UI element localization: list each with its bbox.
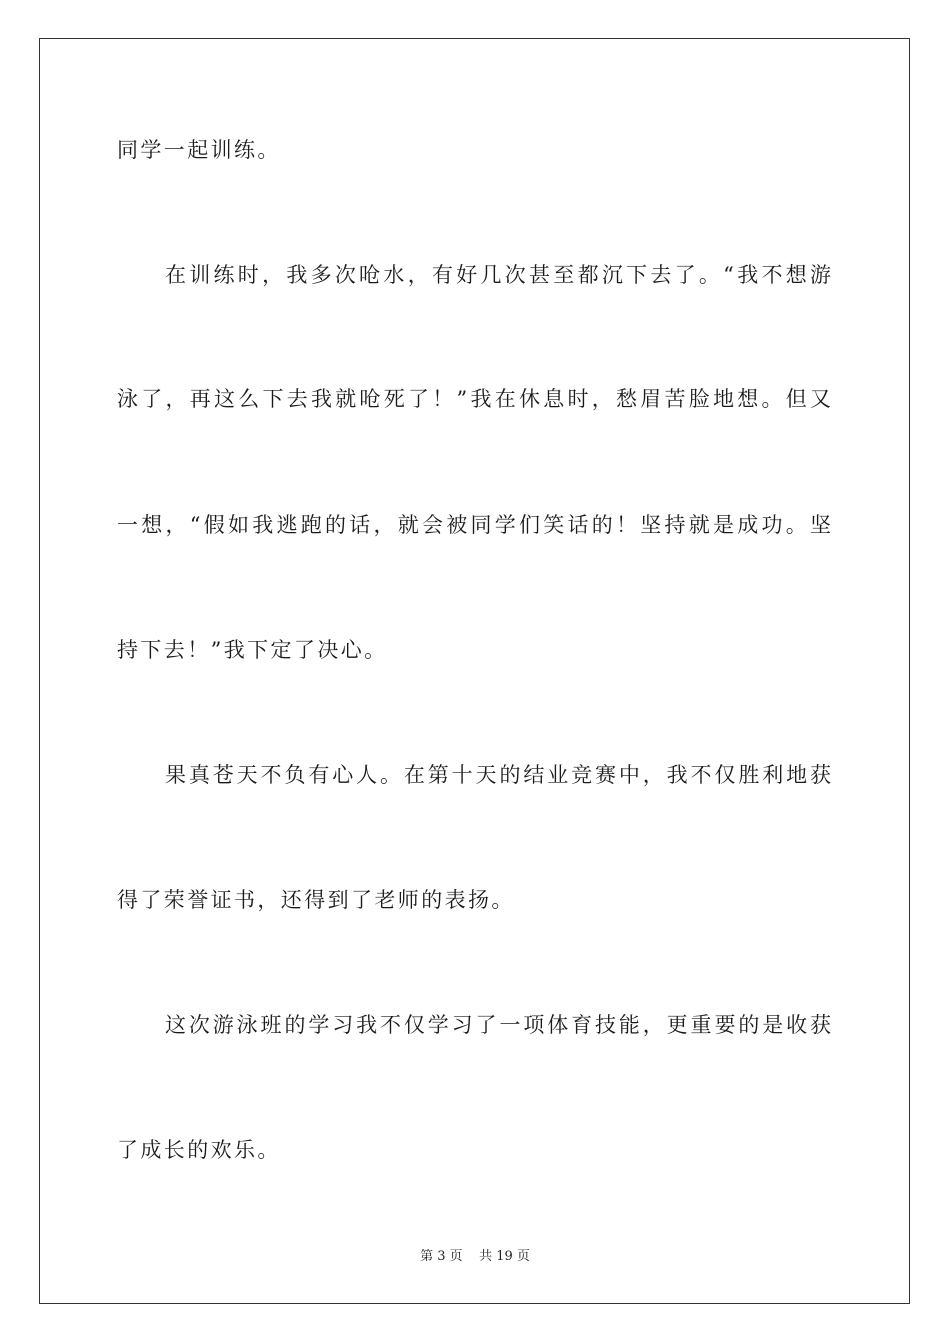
paragraph-3-line-2: 得了荣誉证书，还得到了老师的表扬。 bbox=[117, 888, 515, 912]
page-number: 第 3 页 共 19 页 bbox=[420, 1249, 530, 1264]
paragraph-4-line-1: 这次游泳班的学习我不仅学习了一项体育技能，更重要的是收获 bbox=[165, 1013, 831, 1037]
paragraph-3-line-1: 果真苍天不负有心人。在第十天的结业竞赛中，我不仅胜利地获 bbox=[165, 763, 831, 787]
paragraph-2-line-4: 持下去！”我下定了决心。 bbox=[117, 638, 388, 662]
paragraph-2-line-1: 在训练时，我多次呛水，有好几次甚至都沉下去了。“我不想游 bbox=[165, 263, 831, 287]
paragraph-2-line-3: 一想，“假如我逃跑的话，就会被同学们笑话的！坚持就是成功。坚 bbox=[117, 513, 831, 537]
paragraph-4-line-2: 了成长的欢乐。 bbox=[117, 1138, 281, 1162]
page-frame bbox=[39, 38, 910, 1304]
text-line-1: 同学一起训练。 bbox=[117, 138, 281, 162]
paragraph-2-line-2: 泳了，再这么下去我就呛死了！”我在休息时，愁眉苦脸地想。但又 bbox=[117, 387, 831, 411]
